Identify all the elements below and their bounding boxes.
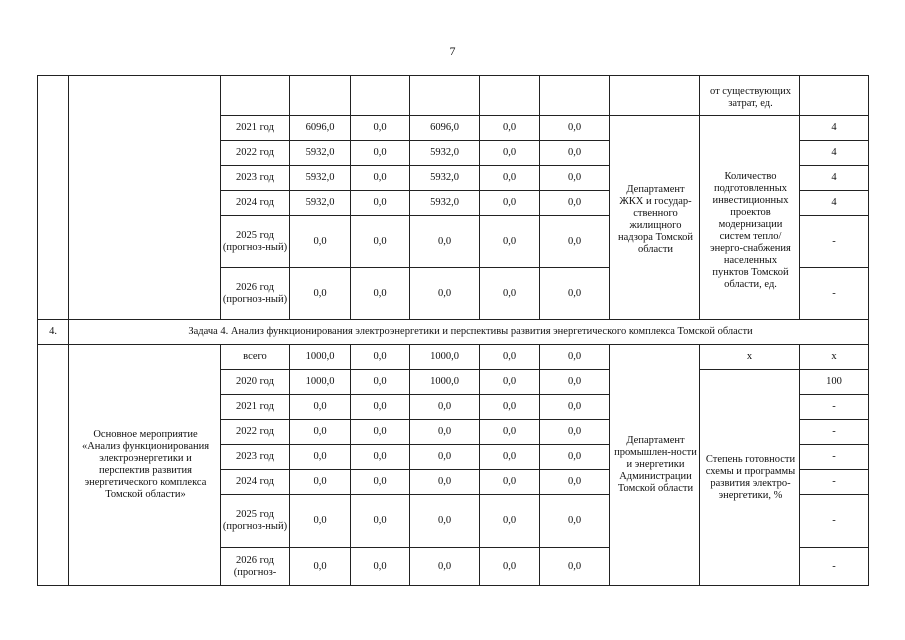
table-row: 2023 год 5932,0 0,0 5932,0 0,0 0,0 4 bbox=[38, 166, 869, 191]
responsible-department: Департамент ЖКХ и государ-ственного жилищного надзора Томской области bbox=[610, 116, 700, 320]
responsible-department: Департамент промышлен-ности и энергетики Администрации Томской области bbox=[610, 345, 700, 586]
task-number: 4. bbox=[38, 320, 69, 345]
table-row: 2021 год 6096,0 0,0 6096,0 0,0 0,0 Департамент ЖКХ и государ-ственного жилищного надзора Томской области Количество подготовленных инвестиционных проектов модернизации систем тепло/энерго-снабжения населенных пунктов Томской области, ед. 4 bbox=[38, 116, 869, 141]
table-row: 2025 год (прогноз-ный) 0,0 0,0 0,0 0,0 0,0 - bbox=[38, 495, 869, 548]
table-row: 2022 год 5932,0 0,0 5932,0 0,0 0,0 4 bbox=[38, 141, 869, 166]
event-name-cell bbox=[69, 76, 221, 320]
event-name: Основное мероприятие «Анализ функционирования электроэнергетики и перспектив развития энергетического комплекса Томской области» bbox=[69, 345, 221, 586]
task-row bbox=[38, 320, 869, 345]
row-number-cell bbox=[38, 345, 69, 586]
table-row: 2021 год 0,0 0,0 0,0 0,0 0,0 - bbox=[38, 395, 869, 420]
table-row bbox=[38, 76, 869, 116]
table-row: 2023 год 0,0 0,0 0,0 0,0 0,0 - bbox=[38, 445, 869, 470]
row-number-cell bbox=[38, 76, 69, 320]
table-row: 2026 год (прогноз-ный) 0,0 0,0 0,0 0,0 0,0 - bbox=[38, 268, 869, 320]
indicator-continuation: от существующих затрат, ед. bbox=[700, 76, 800, 116]
page-number: 7 bbox=[449, 44, 456, 58]
indicator-name: Количество подготовленных инвестиционных проектов модернизации систем тепло/энерго-снабжения населенных пунктов Томской области, ед. bbox=[700, 116, 800, 320]
table-row: 2024 год 5932,0 0,0 5932,0 0,0 0,0 4 bbox=[38, 191, 869, 216]
table-row: 2026 год (прогноз- 0,0 0,0 0,0 0,0 0,0 - bbox=[38, 548, 869, 586]
table-row: 2025 год (прогноз-ный) 0,0 0,0 0,0 0,0 0,0 - bbox=[38, 216, 869, 268]
table-row: 2020 год 1000,0 0,0 1000,0 0,0 0,0 Степень готовности схемы и программы развития электро-энергетики, % 100 bbox=[38, 370, 869, 395]
indicator-name: Степень готовности схемы и программы развития электро-энергетики, % bbox=[700, 370, 800, 586]
indicator-total: х bbox=[700, 345, 800, 370]
task-title: Задача 4. Анализ функционирования электроэнергетики и перспективы развития энергетического комплекса Томской области bbox=[69, 320, 869, 345]
program-table bbox=[37, 75, 869, 586]
table-row: 2022 год 0,0 0,0 0,0 0,0 0,0 - bbox=[38, 420, 869, 445]
table-row: Основное мероприятие «Анализ функционирования электроэнергетики и перспектив развития энергетического комплекса Томской области» всего 1000,0 0,0 1000,0 0,0 0,0 Департамент промышлен-ности и энергетики Администрации Томской области х х bbox=[38, 345, 869, 370]
table-row: 2024 год 0,0 0,0 0,0 0,0 0,0 - bbox=[38, 470, 869, 495]
